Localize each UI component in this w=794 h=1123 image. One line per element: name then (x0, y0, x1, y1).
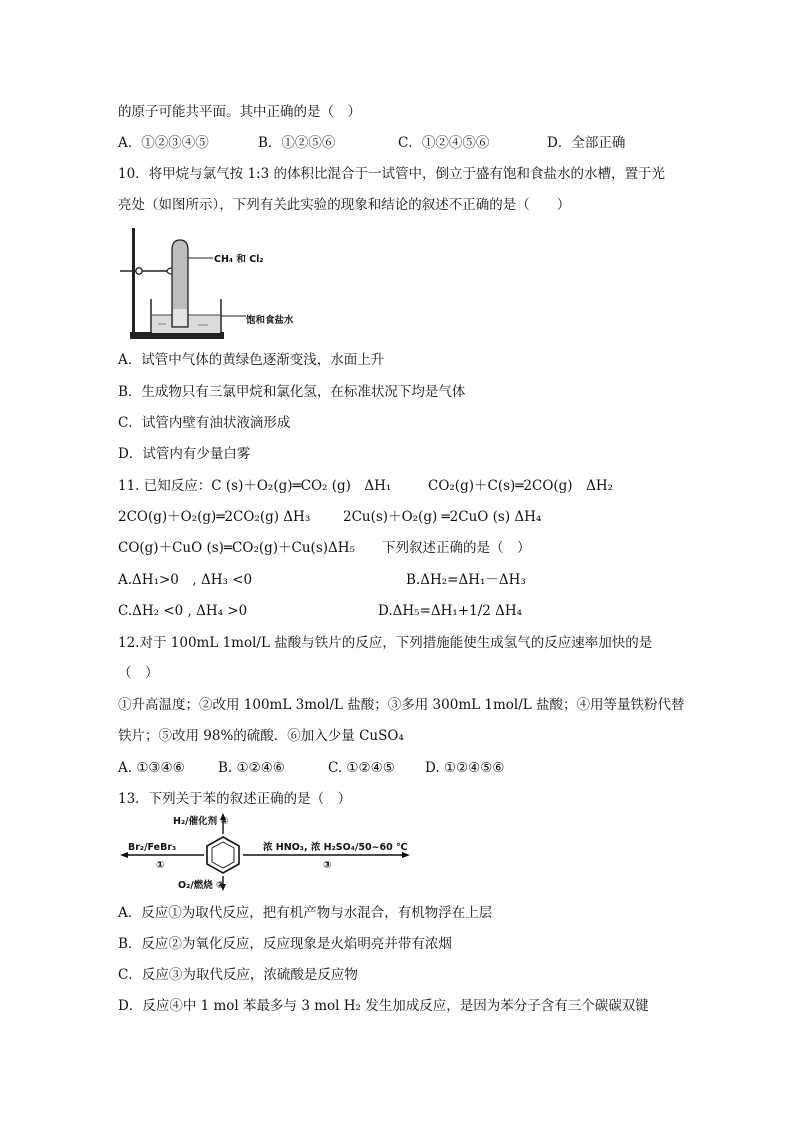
q11-line-1a: 11. 已知反应：C (s)＋O₂(g)═CO₂ (g) ΔH₁ (118, 478, 392, 494)
q9-tail: 的原子可能共平面。其中正确的是（ ） (118, 104, 361, 120)
reaction-3-number: ③ (323, 860, 332, 871)
q12-option-a: A. ①③④⑥ (118, 760, 185, 776)
q11-option-a: A.ΔH₁>0 , ΔH₃ <0 (118, 572, 253, 588)
q12-option-d: D. ①②④⑤⑥ (425, 760, 505, 776)
q11-line-3: CO(g)＋CuO (s)═CO₂(g)＋Cu(s)ΔH₅ 下列叙述正确的是（ ） (118, 540, 531, 556)
q13-option-a: A．反应①为取代反应，把有机产物与水混合，有机物浮在上层 (118, 905, 493, 921)
q12-stem-1: 12.对于 100mL 1mol/L 盐酸与铁片的反应，下列措施能使生成氢气的反应速率加快的是 (118, 635, 653, 651)
q10-apparatus-figure (118, 225, 294, 345)
q13-benzene-reaction-figure (118, 812, 418, 892)
q9-option-c: C．①②④⑤⑥ (398, 135, 490, 151)
q11-option-d: D.ΔH₅=ΔH₁+1/2 ΔH₄ (378, 603, 523, 619)
q9-option-d: D．全部正确 (547, 135, 626, 151)
q12-items-1: ①升高温度；②改用 100mL 3mol/L 盐酸；③多用 300mL 1mol/L 盐酸；④用等量铁粉代替 (118, 697, 685, 713)
reaction-3-reagent: 浓 HNO₃, 浓 H₂SO₄/50~60 ℃ (263, 842, 408, 853)
q11-line-2b: 2Cu(s)＋O₂(g) ═2CuO (s) ΔH₄ (343, 509, 542, 525)
q13-option-c: C．反应③为取代反应，浓硫酸是反应物 (118, 967, 358, 983)
q10-option-a: A．试管中气体的黄绿色逐渐变浅，水面上升 (118, 352, 385, 368)
gas-label: CH₄ 和 Cl₂ (214, 254, 264, 265)
q9-option-a: A．①②③④⑤ (118, 135, 209, 151)
q11-line-1b: CO₂(g)＋C(s)═2CO(g) ΔH₂ (428, 478, 613, 494)
q10-option-b: B．生成物只有三氯甲烷和氯化氢，在标准状况下均是气体 (118, 384, 466, 400)
q13-option-d: D．反应④中 1 mol 苯最多与 3 mol H₂ 发生加成反应，是因为苯分子含有三个碳碳双键 (118, 998, 649, 1014)
q13-option-b: B．反应②为氧化反应，反应现象是火焰明亮并带有浓烟 (118, 936, 452, 952)
q12-items-2: 铁片；⑤改用 98%的硫酸．⑥加入少量 CuSO₄ (118, 728, 404, 744)
q9-option-b: B．①②⑤⑥ (258, 135, 336, 151)
brine-label: 饱和食盐水 (246, 315, 294, 326)
q10-option-d: D．试管内有少量白雾 (118, 446, 251, 462)
q10-option-c: C．试管内壁有油状液滴形成 (118, 415, 291, 431)
reaction-1-number: ① (156, 860, 165, 871)
q12-option-b: B. ①②④⑥ (218, 760, 285, 776)
q12-stem-2: （ ） (118, 665, 159, 681)
reaction-2-label: O₂/燃烧 ② (178, 880, 225, 891)
reaction-1-reagent: Br₂/FeBr₃ (128, 842, 177, 853)
q12-option-c: C. ①②④⑤ (328, 760, 395, 776)
q13-stem: 13．下列关于苯的叙述正确的是（ ） (118, 791, 352, 807)
q11-option-c: C.ΔH₂ <0 , ΔH₄ >0 (118, 603, 248, 619)
q11-line-2a: 2CO(g)＋O₂(g)═2CO₂(g) ΔH₃ (118, 509, 311, 525)
q10-stem-2: 亮处（如图所示），下列有关此实验的现象和结论的叙述不正确的是（ ） (118, 197, 571, 213)
q10-stem-1: 10．将甲烷与氯气按 1:3 的体积比混合于一试管中，倒立于盛有饱和食盐水的水槽，置于光 (118, 166, 665, 182)
reaction-4-label: H₂/催化剂 ④ (173, 816, 229, 827)
q11-option-b: B.ΔH₂=ΔH₁－ΔH₃ (406, 572, 526, 588)
